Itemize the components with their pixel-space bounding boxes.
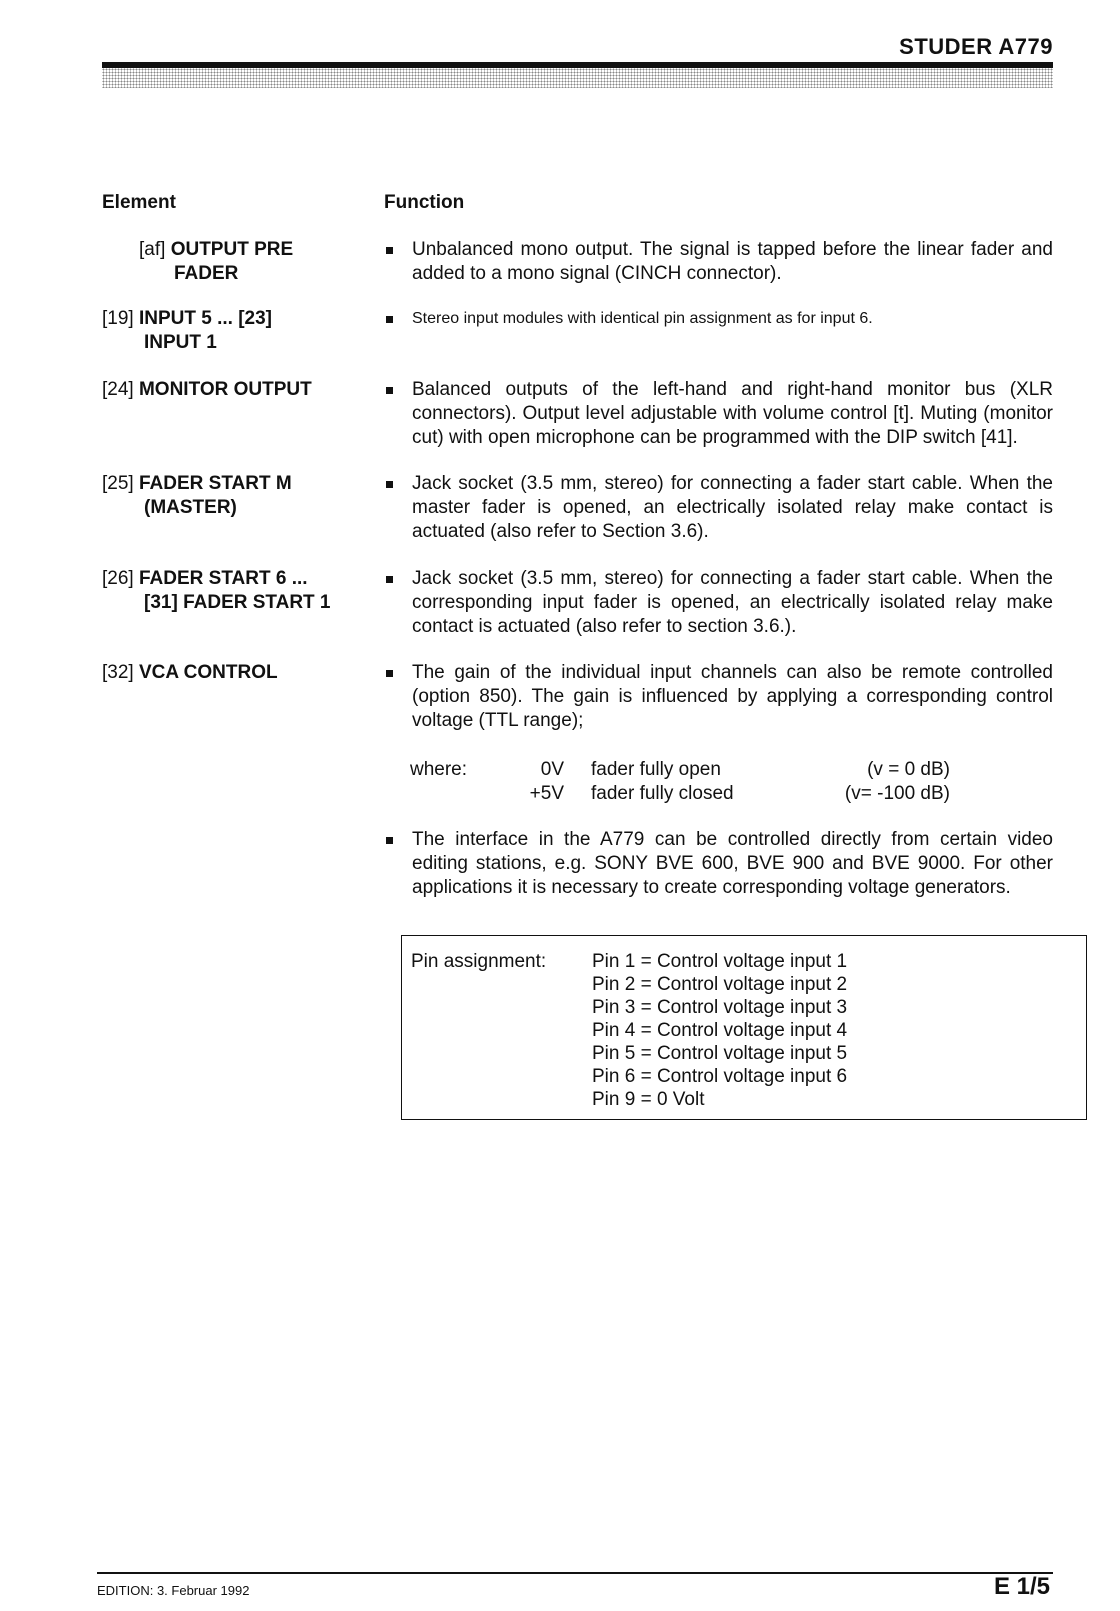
element-name: INPUT 5 ... [23]	[138, 308, 273, 329]
element-ref: [19]	[102, 308, 134, 329]
function-description: Jack socket (3.5 mm, stereo) for connecting a fader start cable. When the master fader is opened, an electrically isolated relay make contact is actuated (also refer to Section 3.6).	[384, 472, 1053, 544]
voltage-value: +5V	[529, 783, 564, 804]
pin-assignment-label: Pin assignment:	[411, 951, 547, 972]
gain-value: (v= -100 dB)	[844, 783, 950, 804]
where-label: where:	[410, 759, 468, 780]
element-label	[139, 238, 404, 286]
function-description: Jack socket (3.5 mm, stereo) for connecting a fader start cable. When the corresponding input fader is opened, an electrically isolated relay make contact is actuated (also refer to section 3.6.).	[384, 567, 1053, 639]
pin-assignment-box	[401, 935, 1087, 1120]
pin-item: Pin 2 = Control voltage input 2	[592, 974, 848, 995]
function-description: Stereo input modules with identical pin assignment as for input 6.	[384, 307, 1053, 331]
document-title: STUDER A779	[899, 34, 1053, 59]
element-ref: [24]	[102, 379, 134, 400]
pin-item: Pin 3 = Control voltage input 3	[592, 997, 848, 1018]
element-ref: [af]	[139, 239, 166, 260]
element-ref: [26]	[102, 568, 134, 589]
gain-value: (v = 0 dB)	[867, 759, 950, 780]
element-label	[102, 307, 367, 355]
element-name: OUTPUT PRE	[170, 239, 294, 260]
element-name: FADER START M	[138, 473, 292, 494]
voltage-row	[410, 782, 950, 806]
edition-date: EDITION: 3. Februar 1992	[97, 1583, 250, 1598]
function-column-header: Function	[384, 192, 465, 213]
element-ref: [32]	[102, 662, 134, 683]
element-name: MONITOR OUTPUT	[138, 379, 312, 400]
element-name-line2: FADER	[174, 263, 239, 284]
element-label	[102, 472, 367, 520]
element-name: FADER START 6 ...	[138, 568, 308, 589]
header-stipple-band	[102, 68, 1053, 88]
function-description: Balanced outputs of the left-hand and right-hand monitor bus (XLR connectors). Output level adjustable with volume control [t]. Muting (monitor cut) with open microphone can be programmed with the DIP switch [41].	[384, 378, 1053, 450]
pin-list	[592, 950, 847, 1111]
voltage-description: fader fully closed	[591, 783, 734, 804]
element-name: VCA CONTROL	[138, 662, 278, 683]
pin-item: Pin 5 = Control voltage input 5	[592, 1043, 848, 1064]
element-name-line2: INPUT 1	[144, 332, 217, 353]
element-name-line2: (MASTER)	[144, 497, 237, 518]
element-label	[102, 378, 367, 402]
voltage-legend	[410, 758, 950, 808]
pin-item: Pin 9 = 0 Volt	[592, 1089, 705, 1110]
page-number: E 1/5	[993, 1573, 1050, 1600]
pin-item: Pin 6 = Control voltage input 6	[592, 1066, 848, 1087]
element-label	[102, 567, 367, 615]
footer-rule	[97, 1572, 1053, 1574]
voltage-description: fader fully open	[591, 759, 721, 780]
function-description: The gain of the individual input channels can also be remote controlled (option 850). The gain is influenced by applying a corresponding control voltage (TTL range);	[384, 661, 1053, 733]
voltage-row	[410, 758, 950, 782]
pin-item: Pin 1 = Control voltage input 1	[592, 951, 848, 972]
element-ref: [25]	[102, 473, 134, 494]
element-label	[102, 661, 367, 685]
interface-note: The interface in the A779 can be controlled directly from certain video editing stations, e.g. SONY BVE 600, BVE 900 and BVE 9000. For other applications it is necessary to create corresponding voltage generators.	[384, 828, 1053, 900]
element-column-header: Element	[102, 192, 176, 213]
element-name-line2: [31] FADER START 1	[144, 592, 331, 613]
function-description: Unbalanced mono output. The signal is tapped before the linear fader and added to a mono signal (CINCH connector).	[384, 238, 1053, 286]
voltage-value: 0V	[540, 759, 564, 780]
pin-item: Pin 4 = Control voltage input 4	[592, 1020, 848, 1041]
